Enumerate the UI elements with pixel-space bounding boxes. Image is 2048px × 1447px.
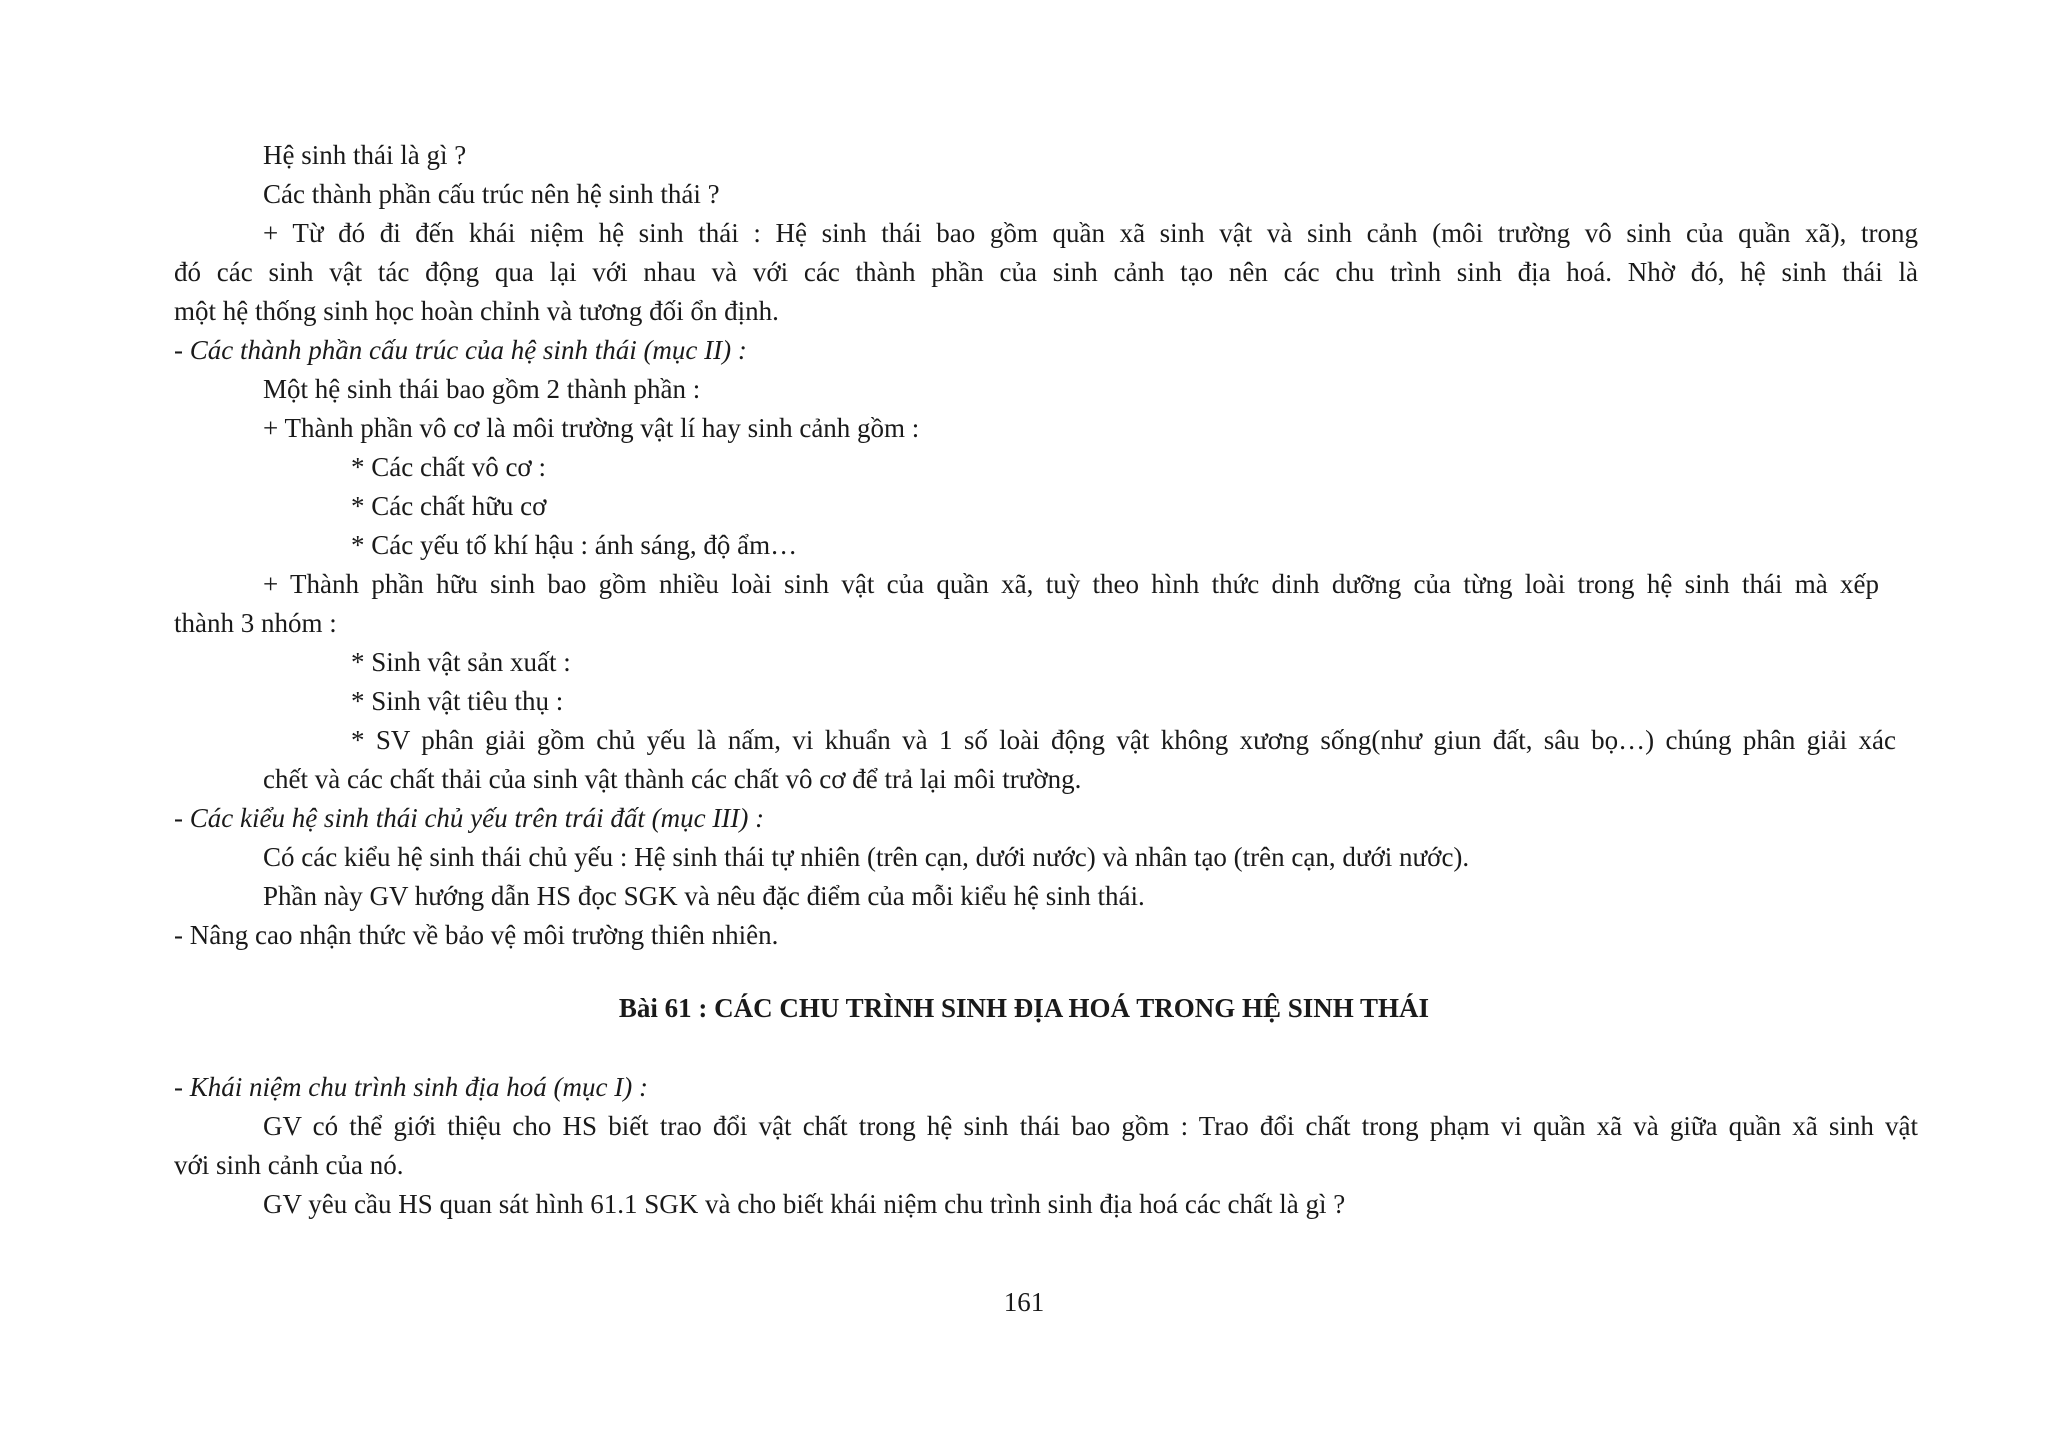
text-line: Một hệ sinh thái bao gồm 2 thành phần : (263, 374, 701, 404)
text-line: thành 3 nhóm : (174, 608, 337, 638)
list-item: * SV phân giải gồm chủ yếu là nấm, vi khuẩn và 1 số loài động vật không xương sống(như giun đất, sâu bọ…) chúng phân giải xác (351, 725, 1896, 755)
text-line: GV yêu cầu HS quan sát hình 61.1 SGK và cho biết khái niệm chu trình sinh địa hoá các chất là gì ? (263, 1189, 1346, 1219)
list-item: * Sinh vật tiêu thụ : (351, 686, 564, 716)
page-number: 161 (1003, 1287, 1045, 1317)
text-line: + Từ đó đi đến khái niệm hệ sinh thái : Hệ sinh thái bao gồm quần xã sinh vật và sinh cảnh (môi trường vô sinh của quần xã), trong (263, 218, 1918, 248)
list-item: * Các chất hữu cơ (351, 491, 547, 521)
text-line: chết và các chất thải của sinh vật thành các chất vô cơ để trả lại môi trường. (263, 764, 1082, 794)
list-item: * Các chất vô cơ : (351, 452, 546, 482)
text-line: Hệ sinh thái là gì ? (263, 140, 467, 170)
text-line: Phần này GV hướng dẫn HS đọc SGK và nêu đặc điểm của mỗi kiểu hệ sinh thái. (263, 881, 1145, 911)
text-line: đó các sinh vật tác động qua lại với nhau và với các thành phần của sinh cảnh tạo nên các chu trình sinh địa hoá. Nhờ đó, hệ sinh thái là (174, 257, 1918, 287)
text-line: với sinh cảnh của nó. (174, 1150, 404, 1180)
text-line: + Thành phần hữu sinh bao gồm nhiều loài sinh vật của quần xã, tuỳ theo hình thức dinh dưỡng của từng loài trong hệ sinh thái mà xếp (263, 569, 1879, 599)
list-item: * Sinh vật sản xuất : (351, 647, 571, 677)
section-heading: - Các thành phần cấu trúc của hệ sinh thái (mục II) : (174, 335, 747, 365)
section-heading: - Các kiểu hệ sinh thái chủ yếu trên trái đất (mục III) : (174, 803, 765, 833)
list-item: * Các yếu tố khí hậu : ánh sáng, độ ẩm… (351, 530, 798, 560)
text-line: Các thành phần cấu trúc nên hệ sinh thái ? (263, 179, 720, 209)
lesson-title: Bài 61 : CÁC CHU TRÌNH SINH ĐỊA HOÁ TRONG HỆ SINH THÁI (618, 993, 1430, 1023)
text-line: - Nâng cao nhận thức về bảo vệ môi trường thiên nhiên. (174, 920, 779, 950)
text-line: một hệ thống sinh học hoàn chỉnh và tương đối ổn định. (174, 296, 779, 326)
text-line: + Thành phần vô cơ là môi trường vật lí hay sinh cảnh gồm : (263, 413, 920, 443)
text-line: GV có thể giới thiệu cho HS biết trao đổi vật chất trong hệ sinh thái bao gồm : Trao đổi chất trong phạm vi quần xã và giữa quần xã sinh vật (263, 1111, 1918, 1141)
section-heading: - Khái niệm chu trình sinh địa hoá (mục I) : (174, 1072, 648, 1102)
text-line: Có các kiểu hệ sinh thái chủ yếu : Hệ sinh thái tự nhiên (trên cạn, dưới nước) và nhân tạo (trên cạn, dưới nước). (263, 842, 1470, 872)
